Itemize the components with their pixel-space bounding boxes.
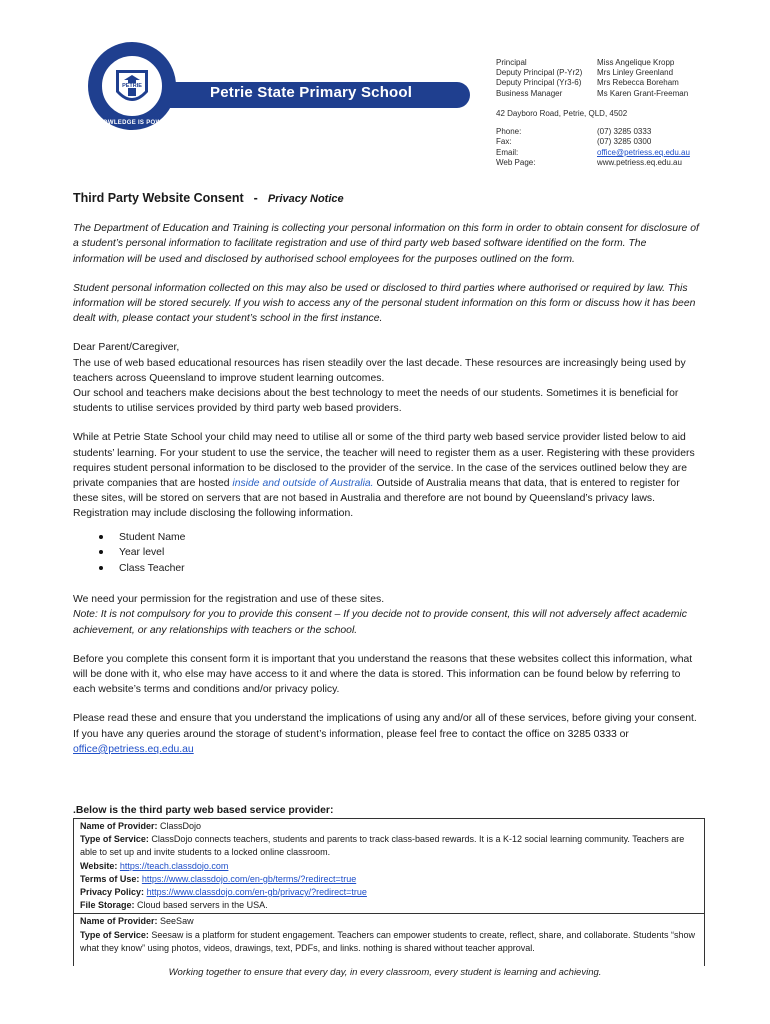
title-main: Third Party Website Consent bbox=[73, 191, 244, 205]
svg-text:KNOWLEDGE IS POWER: KNOWLEDGE IS POWER bbox=[93, 120, 171, 126]
field-label: Type of Service: bbox=[80, 929, 149, 940]
providers-table bbox=[73, 818, 705, 966]
list-item: Year level bbox=[99, 545, 699, 561]
field-label: Terms of Use: bbox=[80, 873, 140, 884]
terms-link[interactable]: https://www.classdojo.com/en-gb/terms/?redirect=true bbox=[141, 873, 357, 884]
staff-role: Business Manager bbox=[496, 88, 563, 98]
staff-role: Deputy Principal (P-Yr2) bbox=[496, 68, 583, 78]
contact-labels bbox=[496, 127, 535, 169]
contact-label: Web Page: bbox=[496, 158, 536, 168]
staff-role: Deputy Principal (Yr3-6) bbox=[496, 78, 582, 88]
field-label: Name of Provider: bbox=[80, 821, 158, 831]
office-email-link[interactable]: office@petriess.eq.edu.au bbox=[73, 743, 194, 755]
letter-paragraph: The use of web based educational resources has risen steadily over the last decade. These resources are increasingly being used by teachers across Queensland to improve student learning outcomes. bbox=[73, 357, 686, 384]
provider-classdojo bbox=[74, 819, 704, 913]
paragraph-text: Outside of Australia means that data, that is entered to register for these sites, will be stored on servers that are not based in Australia and therefore are not bound by Queensland’s privacy laws. Registration may include disclosing the following information. bbox=[73, 478, 680, 520]
staff-name: Ms Karen Grant-Freeman bbox=[597, 88, 689, 98]
letter-paragraph: Our school and teachers make decisions about the best technology to meet the needs of our students. Sometimes it is beneficial for students to utilise services provided by third party web based providers. bbox=[73, 388, 679, 415]
list-item: Student Name bbox=[99, 530, 699, 546]
letter-paragraph bbox=[73, 711, 699, 757]
staff-roles bbox=[496, 58, 582, 99]
title-dash: - bbox=[253, 191, 258, 205]
svg-text:PETRIE: PETRIE bbox=[122, 83, 142, 89]
web-page[interactable]: www.petriess.eq.edu.au bbox=[597, 158, 682, 168]
school-crest-logo bbox=[86, 40, 178, 132]
provider-name: SeeSaw bbox=[160, 916, 194, 927]
privacy-policy-link[interactable]: https://www.classdojo.com/en-gb/privacy/?redirect=true bbox=[146, 887, 367, 898]
permission-statement: We need your permission for the registration and use of these sites. bbox=[73, 594, 385, 606]
contact-label: Fax: bbox=[496, 137, 512, 147]
field-label: Name of Provider: bbox=[80, 916, 158, 927]
file-storage-value: Cloud based servers in the USA. bbox=[137, 900, 268, 911]
letter-paragraph: Before you complete this consent form it is important that you understand the reasons that these websites collect this information, what will be done with it, who else may have access to it and where the data is stored. This information can be found below by referring to each website’s terms and conditions and/or privacy policy. bbox=[73, 653, 693, 696]
phone-number: (07) 3285 0333 bbox=[597, 127, 652, 136]
staff-name: Mrs Linley Greenland bbox=[597, 68, 674, 78]
consent-note: Note: It is not compulsory for you to provide this consent – If you decide not to provide consent, this will not adversely affect academic achievement, or any relationships with teachers or the school. bbox=[73, 609, 687, 636]
school-address: 42 Dayboro Road, Petrie, QLD, 4502 bbox=[496, 109, 628, 118]
letter-body bbox=[73, 191, 699, 757]
privacy-notice-paragraph: The Department of Education and Training is collecting your personal information on this form in order to obtain consent for disclosure of a student’s personal information to facilitate registration and use of third party web based software identified on the form. The information will be used and disclosed by authorised school employees for the purposes outlined on the form. bbox=[73, 223, 699, 265]
document-title bbox=[73, 191, 699, 207]
website-link[interactable]: https://teach.classdojo.com bbox=[119, 860, 229, 871]
title-subtitle: Privacy Notice bbox=[267, 193, 344, 205]
field-label: Type of Service: bbox=[80, 834, 149, 845]
footer-motto: Working together to ensure that every day, in every classroom, every student is learning and achieving. bbox=[168, 967, 602, 978]
hosting-location-text: inside and outside of Australia. bbox=[232, 478, 374, 490]
providers-heading: .Below is the third party web based service provider: bbox=[73, 805, 334, 816]
fax-number: (07) 3285 0300 bbox=[597, 137, 652, 147]
contact-label: Phone: bbox=[496, 127, 522, 136]
privacy-notice-paragraph: Student personal information collected on this may also be used or disclosed to third parties where authorised or required by law. This information will be stored securely. If you wish to access any of the personal student information on this form or discuss how it has been dealt with, please contact your student’s school in the first instance. bbox=[73, 282, 696, 325]
provider-name: ClassDojo bbox=[160, 821, 202, 831]
school-name: Petrie State Primary School bbox=[210, 84, 413, 101]
paragraph-text: Please read these and ensure that you understand the implications of using any and/or all of these services, before giving your consent. If you have any queries around the storage of student’s information, please feel free to contact the office on 3285 0333 or bbox=[73, 713, 697, 740]
staff-name: Miss Angelique Kropp bbox=[597, 58, 675, 67]
field-label: Website: bbox=[80, 860, 118, 871]
list-item: Class Teacher bbox=[99, 561, 699, 577]
paragraph-text: While at Petrie State School your child may need to utilise all or some of the third party web based service provider listed below to aid students’ learning. For your student to use the service, the teacher will need to register them as a user. Registering with these providers requires student personal information to be disclosed to the provider of the service. In the case of the services outlined below they are private companies that are hosted bbox=[73, 432, 695, 490]
contact-label: Email: bbox=[496, 147, 519, 157]
staff-name: Mrs Rebecca Boreham bbox=[597, 78, 679, 88]
email-link[interactable]: office@petriess.eq.edu.au bbox=[597, 147, 690, 157]
greeting: Dear Parent/Caregiver, bbox=[73, 342, 180, 354]
staff-role: Principal bbox=[496, 58, 527, 67]
disclosed-info-list bbox=[99, 530, 699, 577]
provider-seesaw bbox=[74, 913, 704, 956]
provider-description: Seesaw is a platform for student engagement. Teachers can empower students to create, reflect, share, and collaborate. Students “show what they know” using photos, videos, drawings, text, PDFs, and links. nothing is shared without teacher approval. bbox=[80, 929, 696, 953]
field-label: Privacy Policy: bbox=[80, 887, 145, 898]
provider-description: ClassDojo connects teachers, students and parents to track class-based rewards. It is a K-12 social learning community. Teachers are able to set up and invite students to a locked online classroom. bbox=[80, 834, 685, 858]
contact-values bbox=[597, 127, 690, 169]
letter-paragraph bbox=[73, 430, 699, 521]
staff-names bbox=[597, 58, 688, 99]
field-label: File Storage: bbox=[80, 900, 135, 911]
